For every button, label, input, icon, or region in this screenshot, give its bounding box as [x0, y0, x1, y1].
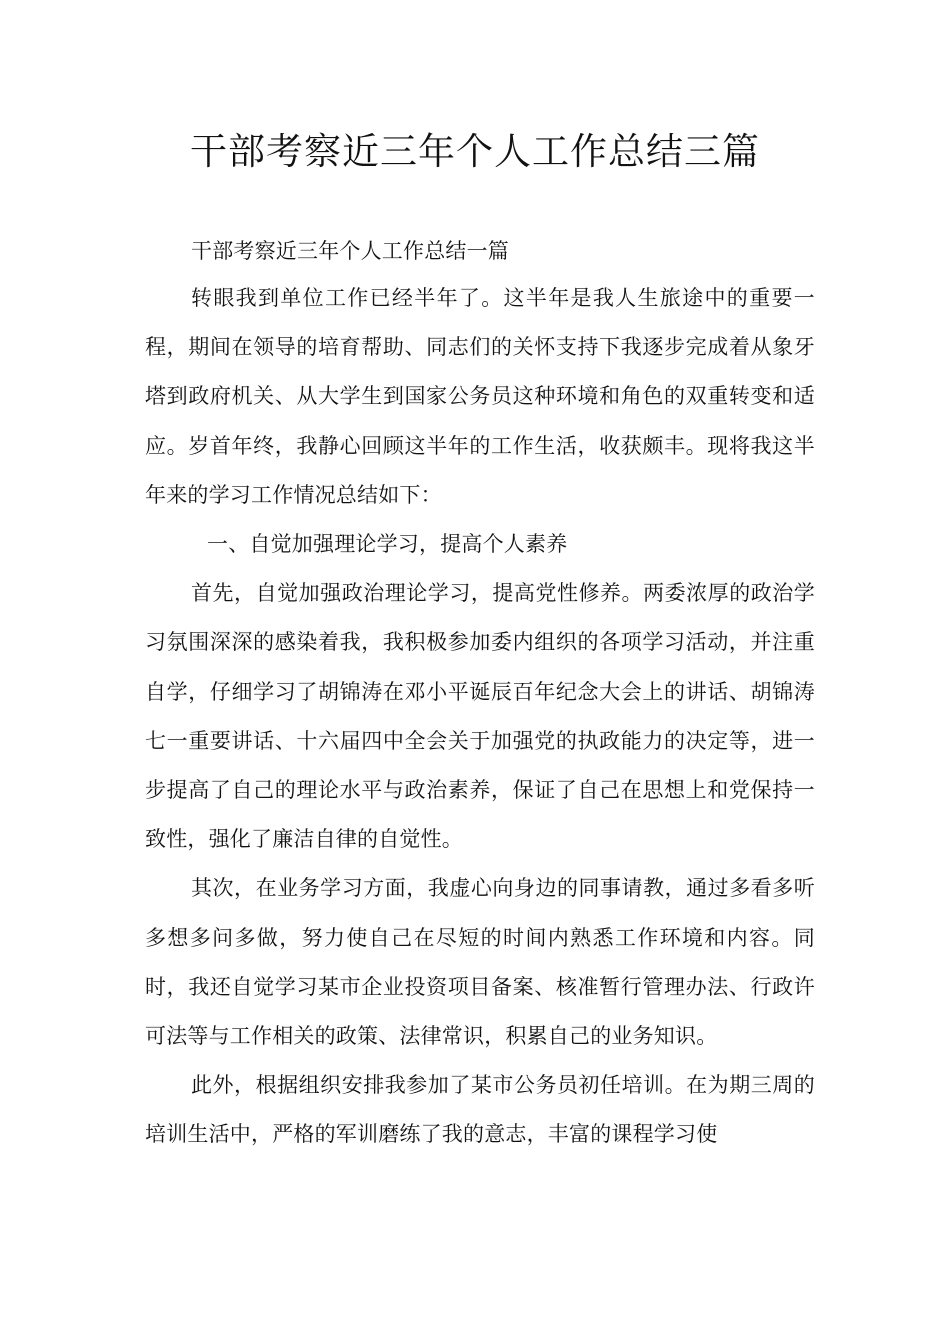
paragraph-training: 此外，根据组织安排我参加了某市公务员初任培训。在为期三周的培训生活中，严格的军训磨练了我的意志，丰富的课程学习使 [145, 1073, 815, 1147]
paragraph-political-study: 首先，自觉加强政治理论学习，提高党性修养。两委浓厚的政治学习氛围深深的感染着我，我积极参加委内组织的各项学习活动，并注重自学，仔细学习了胡锦涛在邓小平诞辰百年纪念大会上的讲话、胡锦涛七一重要讲话、十六届四中全会关于加强党的执政能力的决定等，进一步提高了自己的理论水平与政治素养，保证了自己在思想上和党保持一致性，强化了廉洁自律的自觉性。 [145, 581, 815, 852]
document-subtitle: 干部考察近三年个人工作总结一篇 [191, 239, 509, 263]
paragraph-business-study: 其次，在业务学习方面，我虚心向身边的同事请教，通过多看多听多想多问多做，努力使自己在尽短的时间内熟悉工作环境和内容。同时，我还自觉学习某市企业投资项目备案、核准暂行管理办法、行政许可法等与工作相关的政策、法律常识，积累自己的业务知识。 [145, 876, 815, 1049]
document-body [145, 228, 815, 1160]
section-heading: 一、自觉加强理论学习，提高个人素养 [207, 532, 568, 557]
paragraph-intro: 转眼我到单位工作已经半年了。这半年是我人生旅途中的重要一程，期间在领导的培育帮助、同志们的关怀支持下我逐步完成着从象牙塔到政府机关、从大学生到国家公务员这种环境和角色的双重转变和适应。岁首年终，我静心回顾这半年的工作生活，收获颇丰。现将我这半年来的学习工作情况总结如下： [145, 286, 815, 507]
document-title: 干部考察近三年个人工作总结三篇 [190, 130, 760, 173]
